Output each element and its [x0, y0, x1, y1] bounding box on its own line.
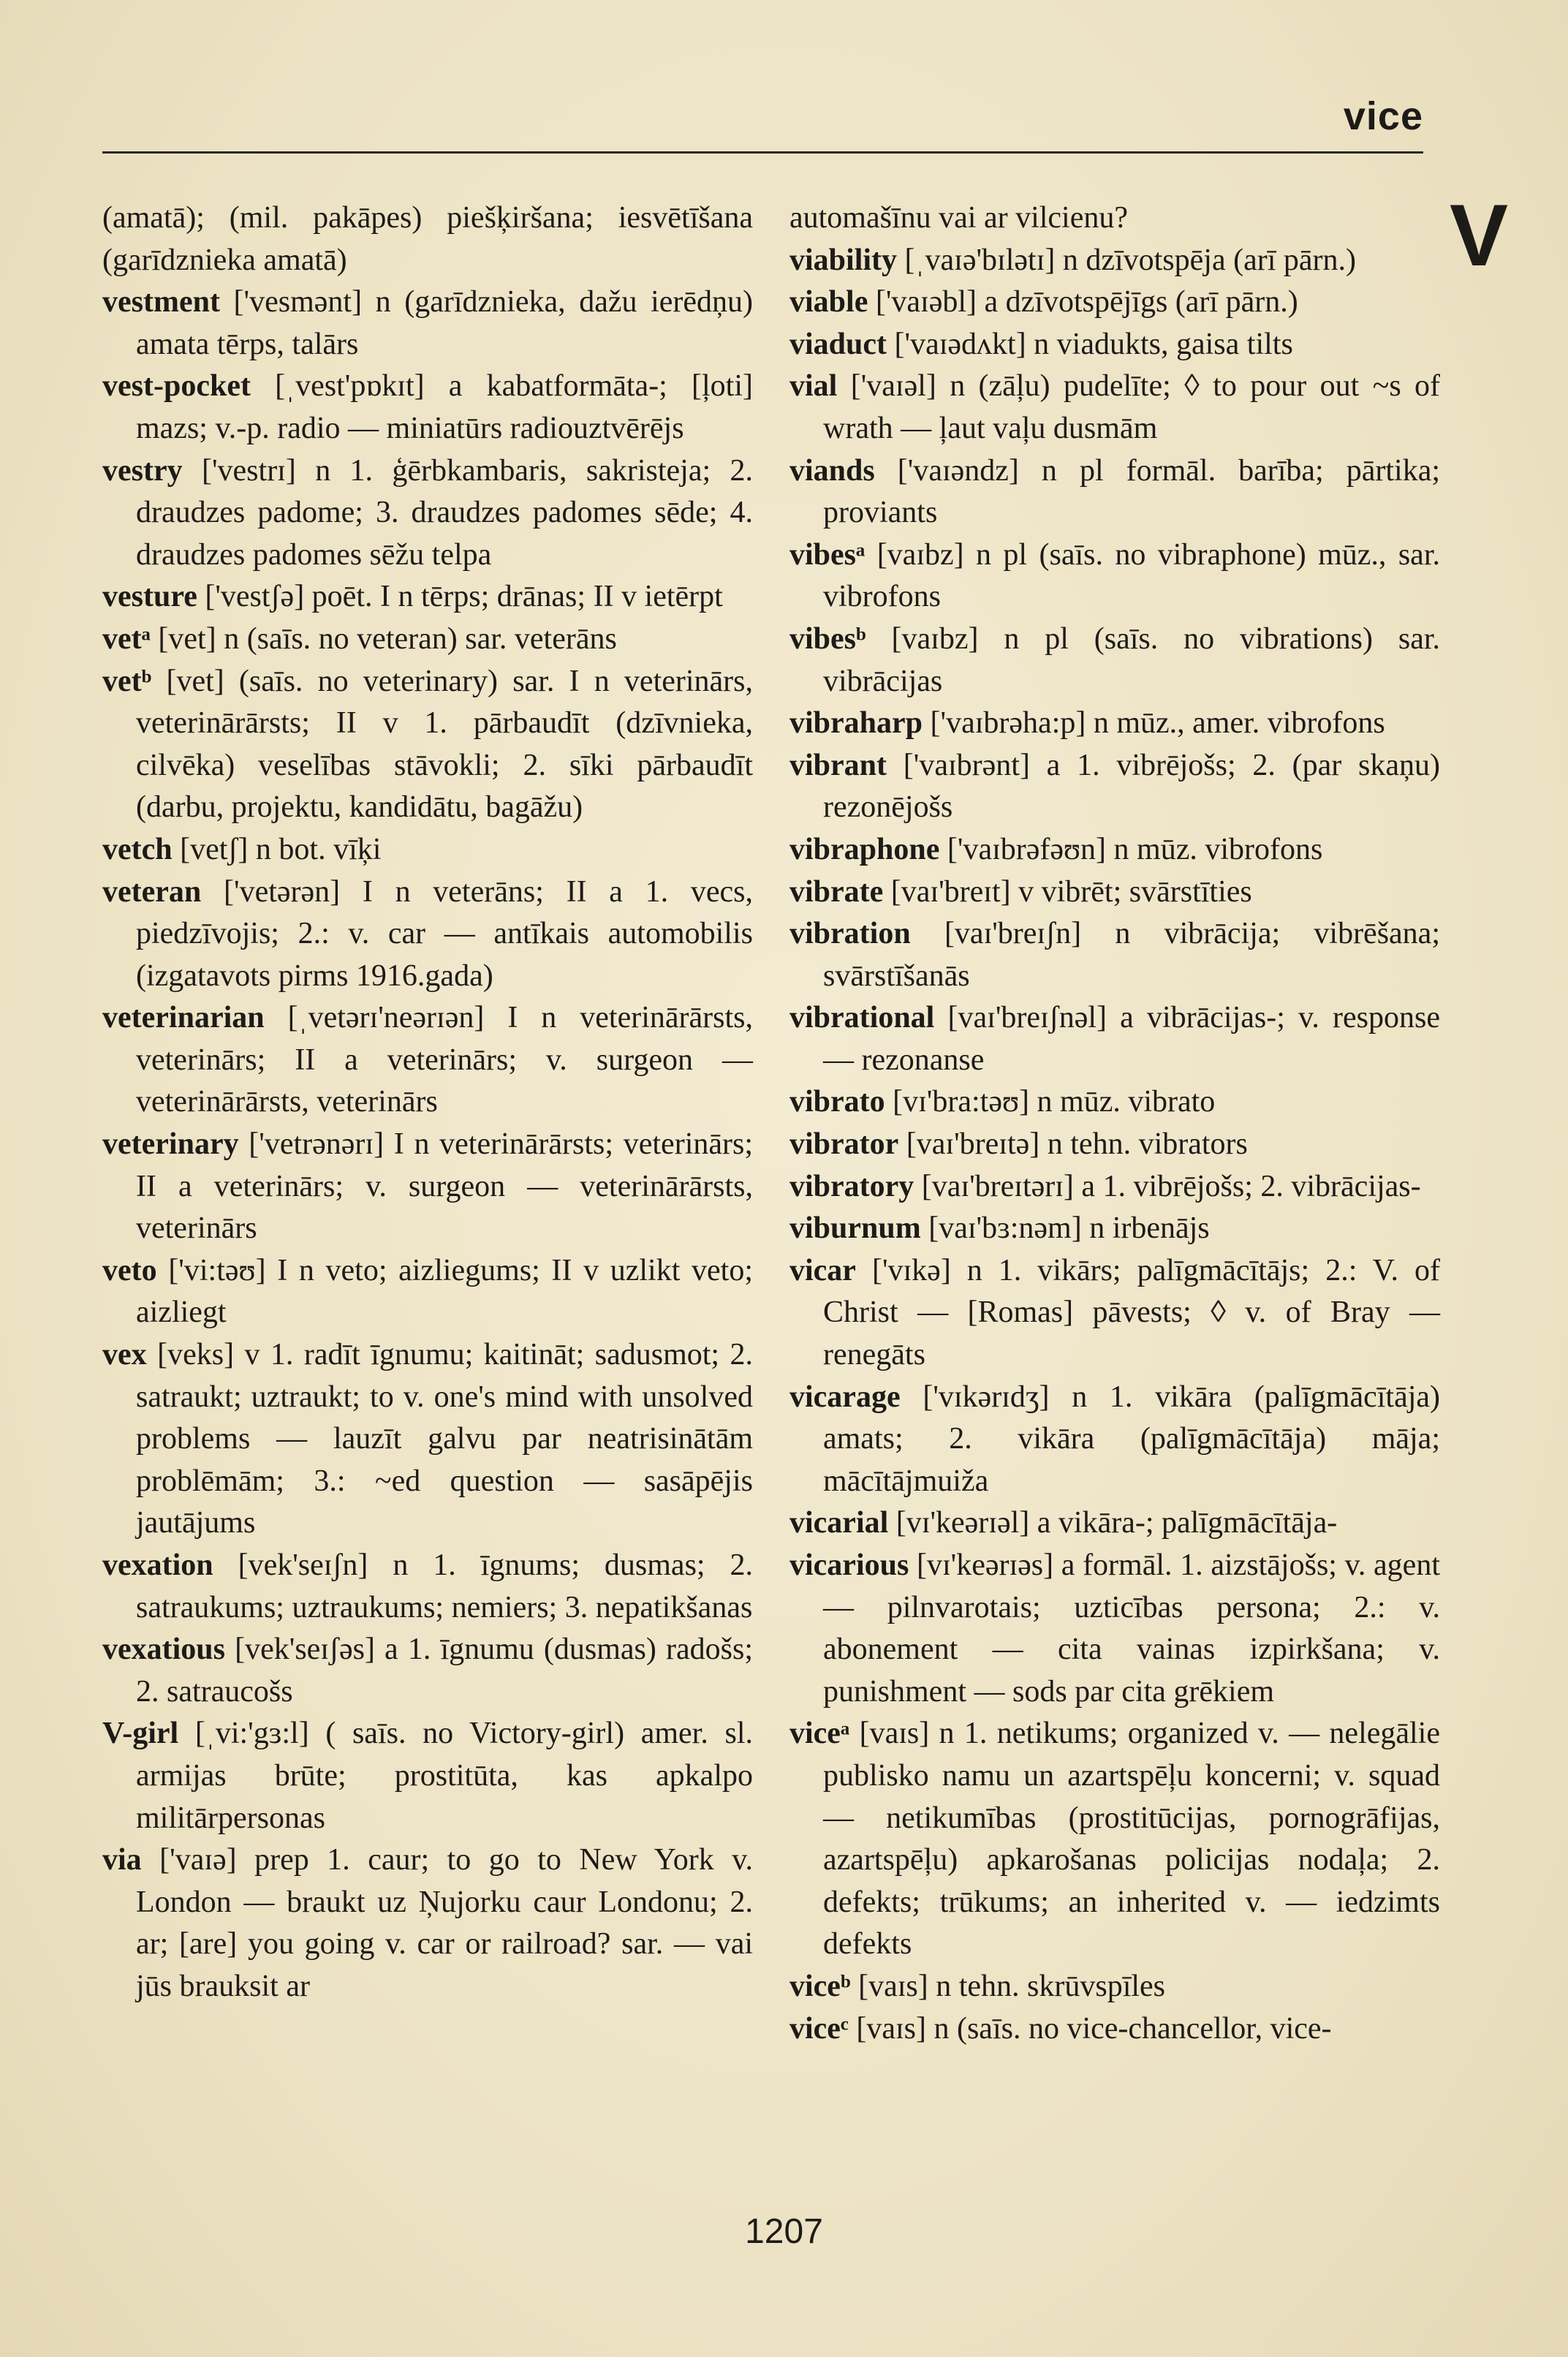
entry-headword: veteran [102, 874, 202, 909]
entry-definition: ['vestrɪ] n 1. ģērbkambaris, sakristeja; 2. draudzes padome; 3. draudzes padomes sēde; 4. draudzes padomes sēžu telpa [136, 453, 753, 572]
entry-headword: vibraphone [789, 832, 940, 866]
entry-headword: vesture [102, 580, 197, 614]
entry-definition: [veks] v 1. radīt īgnumu; kaitināt; sadusmot; 2. satraukt; uztraukt; to v. one's mind with unsolved problems — lauzīt galvu par neatrisinātām problēmām; 3.: ~ed question — sasāpējis jautājums [136, 1338, 753, 1540]
entry-definition: [ˌvetərɪ'neərɪən] I n veterinārārsts, veterinārs; II a veterinārs; v. surgeon — veterinārārsts, veterinārs [136, 1001, 754, 1119]
entry-definition: [vaɪs] n (saīs. no vice-chancellor, vice- [856, 2011, 1332, 2046]
entry-definition: ['vetərən] I n veterāns; II a 1. vecs, piedzīvojis; 2.: v. car — antīkais automobilis (izgatavots pirms 1916.gada) [136, 874, 754, 993]
dictionary-entry [789, 450, 1440, 534]
dictionary-entry [789, 913, 1440, 997]
entry-definition: [ˌvaɪə'bɪlətɪ] n dzīvotspēja (arī pārn.) [904, 243, 1357, 277]
right-column [789, 197, 1440, 2050]
entry-headword: vibraharp [789, 706, 923, 741]
entry-headword: V-girl [102, 1717, 179, 1751]
entry-definition: ['vaɪəndz] n pl formāl. barība; pārtika; proviants [823, 453, 1441, 530]
dictionary-entry [789, 829, 1440, 871]
entry-headword: veto [102, 1253, 157, 1287]
dictionary-entry [789, 997, 1440, 1081]
entry-headword: vetᵃ [102, 621, 151, 656]
entry-definition: [vaɪ'breɪtərɪ] a 1. vibrējošs; 2. vibrācijas- [921, 1169, 1421, 1203]
dictionary-entry [102, 366, 753, 450]
entry-headword: viands [789, 453, 875, 488]
entry-headword: vestry [102, 453, 183, 488]
entry-headword: via [102, 1843, 142, 1877]
dictionary-entry [789, 324, 1440, 366]
entry-headword: vex [102, 1338, 147, 1372]
entry-definition: [vaɪbz] n pl (saīs. no vibrations) sar. vibrācijas [823, 621, 1441, 698]
entry-definition: ['vetrənərɪ] I n veterinārārsts; veterinārs; II a veterinārs; v. surgeon — veterinārārsts, veterinārs [136, 1127, 753, 1246]
entry-definition: [ˌvi:'gɜ:l] ( saīs. no Victory-girl) amer. sl. armijas brūte; prostitūta, kas apkalpo militārpersonas [136, 1717, 754, 1835]
header-rule [102, 151, 1423, 154]
entry-headword: viability [789, 243, 898, 277]
dictionary-entry [102, 1334, 753, 1545]
dictionary-entry [789, 1208, 1440, 1250]
dictionary-entry [789, 703, 1440, 745]
left-column [102, 197, 753, 2008]
entry-definition: [vaɪ'breɪt] v vibrēt; svārstīties [890, 874, 1252, 909]
dictionary-entry [789, 1377, 1440, 1503]
dictionary-entry [789, 534, 1440, 618]
entry-definition: [vaɪ'bɜ:nəm] n irbenājs [928, 1211, 1210, 1246]
entry-headword: vibrational [789, 1001, 935, 1035]
entry-definition: [vaɪ'breɪʃnəl] a vibrācijas-; v. response — rezonanse [823, 1001, 1440, 1077]
dictionary-entry [789, 1081, 1440, 1124]
entry-headword: viable [789, 285, 868, 319]
entry-definition: [vetʃ] n bot. vīķi [180, 832, 382, 866]
dictionary-entry [102, 450, 753, 577]
entry-headword: vibrato [789, 1085, 885, 1119]
entry-headword: vest-pocket [102, 369, 251, 404]
entry-definition: [vɪ'keərɪəs] a formāl. 1. aizstājošs; v. agent — pilnvarotais; uzticības persona; 2.: v. abonement — cita vainas izpirkšana; v. punishment — sods par cita grēkiem [823, 1548, 1440, 1709]
entry-definition: ['vaɪəl] n (zāļu) pudelīte; ◊ to pour out ~s of wrath — ļaut vaļu dusmām [823, 369, 1441, 445]
section-letter: V [1449, 186, 1508, 284]
entry-headword: vibration [789, 917, 911, 951]
dictionary-entry [789, 745, 1440, 829]
dictionary-entry [789, 1502, 1440, 1545]
entry-headword: vibrant [789, 748, 887, 782]
dictionary-entry [102, 997, 753, 1124]
entry-definition: ['vesmənt] n (garīdznieka, dažu ierēdņu) amata tērps, talārs [136, 285, 754, 361]
dictionary-entry [102, 1250, 753, 1334]
entry-headword: veterinarian [102, 1001, 265, 1035]
dictionary-entry [789, 281, 1440, 324]
entry-definition: [vet] (saīs. no veterinary) sar. I n veterinārs, veterinārārsts; II v 1. pārbaudīt (dzīvnieka, cilvēka) veselības stāvokli; 2. sīki pārbaudīt (darbu, projektu, kandidātu, bagāžu) [136, 664, 754, 825]
entry-headword: vicarious [789, 1548, 909, 1582]
dictionary-entry [789, 366, 1440, 450]
entry-definition: [vɪ'keərɪəl] a vikāra-; palīgmācītāja- [895, 1506, 1338, 1540]
dictionary-entry [789, 618, 1440, 703]
entry-definition: automašīnu vai ar vilcienu? [789, 201, 1129, 235]
entry-headword: viceᵃ [789, 1717, 850, 1751]
dictionary-entry [789, 1124, 1440, 1166]
entry-headword: vicarage [789, 1380, 901, 1414]
entry-definition: ['vaɪədʌkt] n viadukts, gaisa tilts [894, 327, 1293, 361]
entry-headword: vicar [789, 1253, 856, 1287]
dictionary-entry [102, 576, 753, 618]
entry-headword: viceᶜ [789, 2011, 849, 2046]
dictionary-entry [789, 197, 1440, 240]
entry-headword: vibesᵃ [789, 537, 866, 572]
entry-definition: ['vaɪəbl] a dzīvotspējīgs (arī pārn.) [875, 285, 1298, 319]
entry-definition: ['vaɪə] prep 1. caur; to go to New York v. London — braukt uz Ņujorku caur Londonu; 2. ar; [are] you going v. car or railroad? sar. — vai jūs brauksit ar [136, 1843, 754, 2003]
entry-headword: viceᵇ [789, 1969, 851, 2003]
dictionary-entry [789, 1713, 1440, 1966]
entry-definition: ['vaɪbrənt] a 1. vibrējošs; 2. (par skaņu) rezonējošs [823, 748, 1441, 825]
entry-headword: vibrator [789, 1127, 899, 1162]
entry-definition: ['vi:təʊ] I n veto; aizliegums; II v uzlikt veto; aizliegt [136, 1253, 754, 1330]
entry-definition: [vek'seɪʃn] n 1. īgnums; dusmas; 2. satraukums; uztraukums; nemiers; 3. nepatikšanas [136, 1548, 754, 1624]
entry-definition: (amatā); (mil. pakāpes) piešķiršana; iesvētīšana (garīdznieka amatā) [102, 201, 753, 277]
entry-headword: vicarial [789, 1506, 889, 1540]
dictionary-entry [102, 661, 753, 829]
dictionary-entry [102, 618, 753, 661]
dictionary-entry [102, 871, 753, 998]
dictionary-entry [102, 197, 753, 281]
page-number: 1207 [745, 2212, 823, 2251]
dictionary-entry [789, 2008, 1440, 2051]
entry-definition: ['vaɪbrəfəʊn] n mūz. vibrofons [947, 832, 1323, 866]
entry-headword: vibrate [789, 874, 884, 909]
dictionary-entry [102, 1124, 753, 1250]
entry-definition: ['vaɪbrəha:p] n mūz., amer. vibrofons [930, 706, 1385, 741]
entry-headword: vexation [102, 1548, 213, 1582]
entry-definition: [vet] n (saīs. no veteran) sar. veterāns [158, 621, 617, 656]
dictionary-entry [789, 1966, 1440, 2008]
dictionary-entry [102, 1839, 753, 2008]
dictionary-entry [102, 1629, 753, 1713]
running-head: vice [1343, 94, 1423, 138]
dictionary-entry [789, 1545, 1440, 1713]
entry-headword: veterinary [102, 1127, 239, 1162]
entry-headword: vibesᵇ [789, 621, 866, 656]
entry-headword: vexatious [102, 1633, 225, 1667]
dictionary-entry [789, 1166, 1440, 1208]
entry-definition: [vaɪ'breɪtə] n tehn. vibrators [906, 1127, 1248, 1162]
entry-headword: vetch [102, 832, 173, 866]
dictionary-entry [789, 240, 1440, 282]
entry-definition: [ˌvest'pɒkɪt] a kabatformāta-; [ļoti] mazs; v.-p. radio — miniatūrs radiouztvērējs [136, 369, 753, 445]
entry-headword: vial [789, 369, 838, 404]
entry-headword: vestment [102, 285, 220, 319]
entry-definition: [vaɪs] n tehn. skrūvspīles [858, 1969, 1166, 2003]
entry-definition: [vek'seɪʃəs] a 1. īgnumu (dusmas) radošs; 2. satraucošs [136, 1633, 753, 1709]
dictionary-entry [789, 871, 1440, 914]
entry-definition: [vɪ'bra:təʊ] n mūz. vibrato [893, 1085, 1216, 1119]
entry-definition: ['vɪkə] n 1. vikārs; palīgmācītājs; 2.: V. of Christ — [Romas] pāvests; ◊ v. of Bray — renegāts [823, 1253, 1440, 1372]
dictionary-entry [102, 829, 753, 871]
entry-headword: vetᵇ [102, 664, 152, 698]
entry-headword: vibratory [789, 1169, 914, 1203]
entry-headword: viaduct [789, 327, 887, 361]
entry-definition: ['vɪkərɪdʒ] n 1. vikāra (palīgmācītāja) amats; 2. vikāra (palīgmācītāja) māja; mācītājmuiža [823, 1380, 1441, 1498]
entry-definition: [vaɪ'breɪʃn] n vibrācija; vibrēšana; svārstīšanās [823, 917, 1440, 993]
dictionary-entry [102, 1545, 753, 1629]
entry-definition: [vaɪbz] n pl (saīs. no vibraphone) mūz., sar. vibrofons [823, 537, 1440, 614]
dictionary-entry [102, 1713, 753, 1839]
dictionary-entry [102, 281, 753, 366]
entry-definition: [vaɪs] n 1. netikums; organized v. — nelegālie publisko namu un azartspēļu koncerni; v. squad — netikumības (prostitūcijas, pornogrāfijas, azartspēļu) apkarošanas policijas nodaļa; 2. defekts; trūkums; an inherited v. — iedzimts defekts [823, 1717, 1440, 1961]
entry-definition: ['vestʃə] poēt. I n tērps; drānas; II v ietērpt [205, 580, 723, 614]
dictionary-entry [789, 1250, 1440, 1377]
entry-headword: viburnum [789, 1211, 921, 1246]
